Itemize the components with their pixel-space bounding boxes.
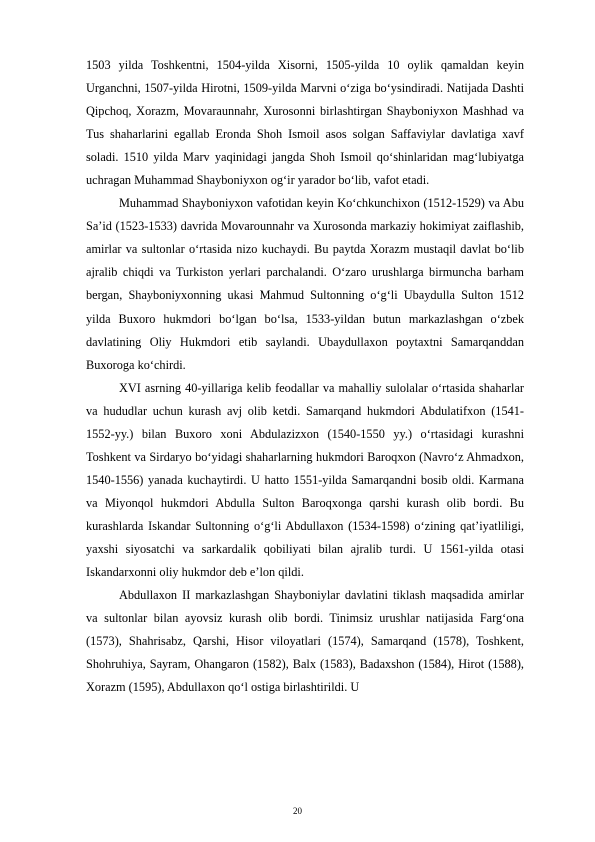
paragraph-4: Abdullaxon II markazlashgan Shayboniylar davlatini tiklash maqsadida amirlar va sultonlar bilan ayovsiz kurash olib bordi. Tinimsiz urushlar natijasida Farg‘ona (1573), Shahrisabz, Qarshi, Hisor viloyatlari (1574), Samarqand (1578), Toshkent, Shohruhiya, Sayram, Ohangaron (1582), Balx (1583), Badaxshon (1584), Hirot (1588), Xorazm (1595), Abdullaxon qo‘l ostiga birlashtirildi. U [86,588,524,695]
paragraph-1: 1503 yilda Toshkentni, 1504-yilda Xisorni, 1505-yilda 10 oylik qamaldan keyin Urganchni, 1507-yilda Hirotni, 1509-yilda Marvni o‘ziga bo‘ysindiradi. Natijada Dashti Qipchoq, Xorazm, Movaraunnahr, Xurosonni birlashtirgan Shayboniyxon Mashhad va Tus shaharlarini egallab Eronda Shoh Ismoil asos solgan Saffaviylar davlatiga xavf soladi. 1510 yilda Marv yaqinidagi jangda Shoh Ismoil qo‘shinlaridan mag‘lubiyatga uchragan Muhammad Shayboniyxon og‘ir yarador bo‘lib, vafot etadi. [86,58,524,188]
document-body [86,54,524,699]
paragraph-2: Muhammad Shayboniyxon vafotidan keyin Ko‘chkunchixon (1512-1529) va Abu Sa’id (1523-1533) davrida Movarounnahr va Xurosonda markaziy hokimiyat zaiflashib, amirlar va sultonlar o‘rtasida nizo kuchaydi. Bu paytda Xorazm mustaqil davlat bo‘lib ajralib chiqdi va Turkiston yerlari parchalandi. O‘zaro urushlarga birmuncha barham bergan, Shayboniyxonning ukasi Mahmud Sultonning o‘g‘li Ubaydulla Sulton 1512 yilda Buxoro hukmdori bo‘lgan bo‘lsa, 1533-yildan butun markazlashgan o‘zbek davlatining Oliy Hukmdori etib saylandi. Ubaydullaxon poytaxtni Samarqanddan Buxoroga ko‘chirdi. [86,196,524,372]
page-number: 20 [293,806,302,816]
paragraph-3: XVI asrning 40-yillariga kelib feodallar va mahalliy sulolalar o‘rtasida shaharlar va hududlar uchun kurash avj olib ketdi. Samarqand hukmdori Abdulatifxon (1541-1552-yy.) bilan Buxoro xoni Abdulazizxon (1540-1550 yy.) o‘rtasidagi kurashni Toshkent va Sirdaryo bo‘yidagi shaharlarning hukmdori Baroqxon (Navro‘z Ahmadxon, 1540-1556) yanada kuchaytirdi. U hatto 1551-yilda Samarqandni bosib oldi. Karmana va Miyonqol hukmdori Abdulla Sulton Baroqxonga qarshi kurash olib bordi. Bu kurashlarda Iskandar Sultonning o‘g‘li Abdullaxon (1534-1598) o‘zining qat’iyatliligi, yaxshi siyosatchi va sarkardalik qobiliyati bilan ajralib turdi. U 1561-yilda otasi Iskandarxonni oliy hukmdor deb e’lon qildi. [86,380,524,580]
